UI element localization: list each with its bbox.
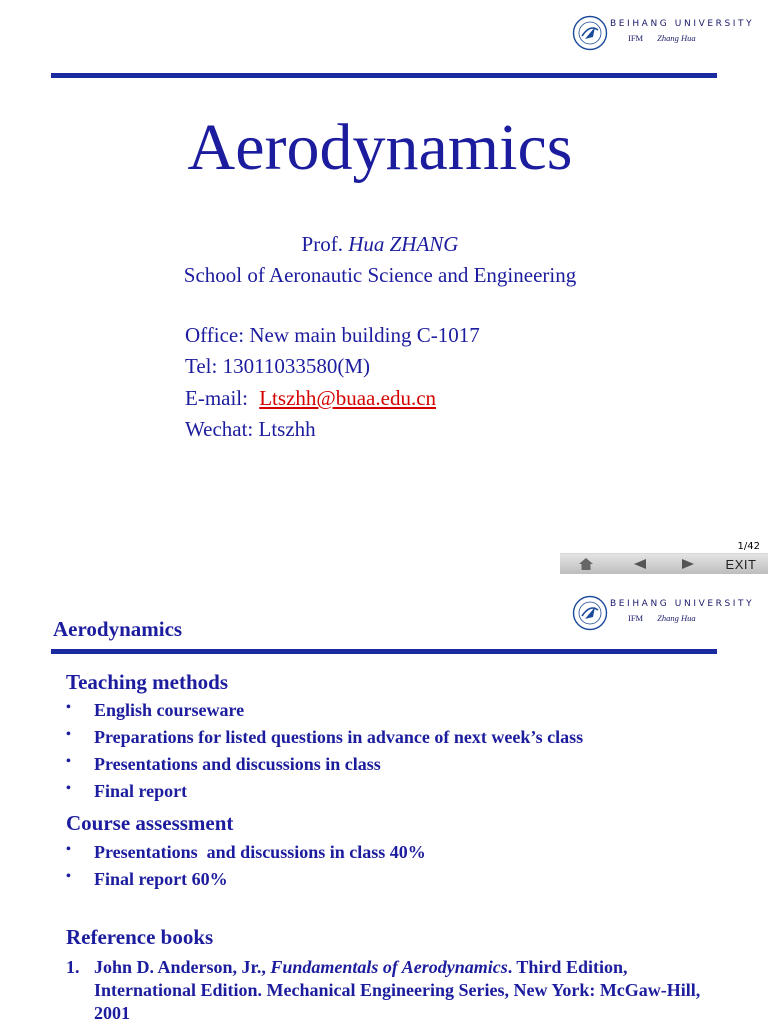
header-rule — [51, 73, 717, 78]
page-number: 1/42 — [737, 541, 760, 552]
previous-button[interactable] — [628, 554, 652, 574]
university-logo — [572, 595, 754, 631]
arrow-left-icon — [633, 558, 647, 570]
bullet-icon: • — [66, 700, 71, 715]
email-line — [185, 386, 436, 411]
tel-line: Tel: 13011033580(M) — [185, 354, 370, 378]
next-button[interactable] — [676, 554, 700, 574]
slide-title: Aerodynamics — [53, 617, 183, 641]
reference-details: . Third Edition, International Edition. Mechanical Engineering Series, New York: McGaw-Hill, 2001 — [94, 957, 701, 1023]
bullet-icon: • — [66, 781, 71, 796]
list-item: • English courseware — [66, 700, 245, 720]
slide-navigation-bar — [560, 553, 768, 574]
list-item: • Final report — [66, 781, 188, 801]
teaching-methods-heading: Teaching methods — [66, 670, 229, 694]
list-item: • Final report 60% — [66, 869, 228, 889]
email-link[interactable]: Ltszhh@buaa.edu.cn — [259, 386, 437, 410]
bullet-icon: • — [66, 754, 71, 769]
list-item: • Preparations for listed questions in advance of next week’s class — [66, 727, 584, 747]
author-label: Zhang Hua — [657, 33, 696, 43]
professor-line — [0, 232, 760, 257]
wechat-line: Wechat: Ltszhh — [185, 417, 316, 441]
home-icon — [578, 557, 594, 571]
course-info-slide — [0, 580, 768, 1024]
reference-book-title: Fundamentals of Aerodynamics — [270, 957, 508, 977]
bullet-icon: • — [66, 727, 71, 742]
reference-item — [66, 956, 726, 1025]
university-name: BEIHANG UNIVERSITY — [610, 19, 755, 29]
cover-title: Aerodynamics — [187, 111, 573, 184]
university-seal-icon — [572, 15, 608, 51]
university-logo — [572, 15, 754, 51]
school-name: School of Aeronautic Science and Engineering — [183, 263, 577, 287]
reference-books-heading: Reference books — [66, 925, 214, 949]
office-line: Office: New main building C-1017 — [185, 323, 480, 347]
prof-prefix: Prof. — [301, 232, 343, 256]
dept-label: IFM — [628, 613, 644, 623]
prof-name: Hua ZHANG — [348, 232, 459, 256]
header-rule — [51, 649, 717, 654]
exit-button[interactable]: EXIT — [725, 556, 757, 572]
list-item: • Presentations and discussions in class — [66, 754, 381, 774]
course-assessment-heading: Course assessment — [66, 811, 234, 835]
home-button[interactable] — [574, 554, 598, 574]
list-item: • Presentations and discussions in class 40% — [66, 842, 426, 862]
bullet-icon: • — [66, 869, 71, 884]
email-label: E-mail: — [185, 386, 248, 410]
bullet-icon: • — [66, 842, 71, 857]
arrow-right-icon — [681, 558, 695, 570]
university-seal-icon — [572, 595, 608, 631]
reference-number: 1. — [66, 957, 80, 977]
author-label: Zhang Hua — [657, 613, 696, 623]
dept-label: IFM — [628, 33, 644, 43]
reference-author: John D. Anderson, Jr., — [94, 957, 266, 977]
university-name: BEIHANG UNIVERSITY — [610, 599, 755, 609]
